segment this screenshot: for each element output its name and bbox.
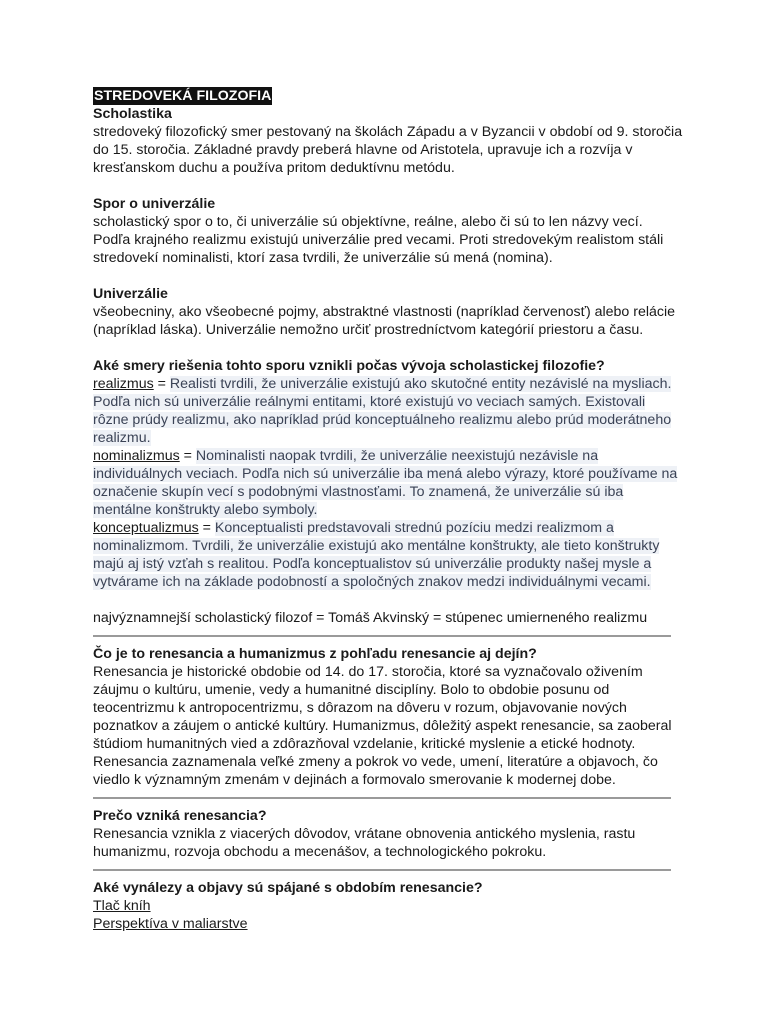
spacer	[93, 591, 683, 609]
section-body-spor: scholastický spor o to, či univerzálie sú objektívne, reálne, alebo či sú to len názvy vecí. Podľa krajného realizmu existujú univerzálie pred vecami. Proti stredovekým realistom stáli stredovekí nominalisti, ktorí zasa tvrdili, že univerzálie sú mená (nomina).	[93, 214, 664, 266]
philosopher-line: najvýznamnejší scholastický filozof = Tomáš Akvinský = stúpenec umierneného realizmu	[93, 610, 648, 626]
list-item-perspektiva: Perspektíva v maliarstve	[93, 916, 248, 932]
section-body-renesancia: Renesancia je historické obdobie od 14. do 17. storočia, ktoré sa vyznačovalo oživením záujmu o kultúru, umenie, vedy a humanitné disciplíny. Bolo to obdobie posunu od teocentrizmu k antropocentrizmu, s dôrazom na dôveru v rozum, objavovanie nových poznatkov a záujem o antické kultúry. Humanizmus, dôležitý aspekt renesancie, sa zaoberal štúdiom humanitných vied a zdôrazňoval vzdelanie, kritické myslenie a etické hodnoty. Renesancia zaznamenala veľké zmeny a pokrok vo vede, umení, literatúre a objavoch, čo viedlo k významným zmenám v dejinách a formovalo smerovanie k modernej dobe.	[93, 664, 672, 788]
definition-nominalizmus	[93, 447, 683, 519]
section-heading-renesancia: Čo je to renesancia a humanizmus z pohľadu renesancie aj dejín?	[93, 646, 537, 662]
section-body-preco: Renesancia vznikla z viacerých dôvodov, vrátane obnovenia antického myslenia, rastu humanizmu, rozvoja obchodu a mecenášov, a technologického pokroku.	[93, 826, 636, 860]
spacer	[93, 177, 683, 195]
document-title: STREDOVEKÁ FILOZOFIA	[94, 88, 272, 104]
divider	[93, 635, 671, 637]
spacer	[93, 267, 683, 285]
section-heading-preco: Prečo vzniká renesancia?	[93, 808, 267, 824]
spacer	[93, 339, 683, 357]
section-body-scholastika: stredoveký filozofický smer pestovaný na školách Západu a v Byzancii v období od 9. storočia do 15. storočia. Základné pravdy preberá hlavne od Aristotela, upravuje ich a rozvíja v kresťanskom duchu a používa pritom deduktívnu metódu.	[93, 124, 683, 176]
definition-konceptualizmus	[93, 519, 683, 591]
definition-text-nominalizmus: Nominalisti naopak tvrdili, že univerzálie neexistujú nezávisle na individuálnych veciach. Podľa nich sú univerzálie iba mená alebo výrazy, ktoré používame na označenie skupín vecí s podobnými vlastnosťami. To znamená, že univerzálie sú iba mentálne konštrukty alebo symboly.	[93, 448, 678, 518]
section-heading-smery: Aké smery riešenia tohto sporu vznikli počas vývoja scholastickej filozofie?	[93, 358, 605, 374]
list-item-tlac-knih: Tlač kníh	[93, 898, 151, 914]
section-heading-vynalezy: Aké vynálezy a objavy sú spájané s obdobím renesancie?	[93, 880, 483, 896]
definition-realizmus	[93, 375, 683, 447]
divider	[93, 869, 671, 871]
term-konceptualizmus: konceptualizmus	[93, 520, 199, 536]
definition-text-konceptualizmus: Konceptualisti predstavovali strednú pozíciu medzi realizmom a nominalizmom. Tvrdili, že univerzálie existujú ako mentálne konštrukty, ale tieto konštrukty majú aj istý vzťah s realitou. Podľa konceptualistov sú univerzálie produkty našej mysle a vytvárame ich na základe podobností a spoločných znakov medzi individuálnymi vecami.	[93, 520, 660, 590]
section-heading-univerzalie: Univerzálie	[93, 286, 168, 302]
title-line	[93, 87, 683, 105]
term-nominalizmus: nominalizmus	[93, 448, 180, 464]
equals-sign: =	[153, 376, 170, 392]
section-heading-scholastika: Scholastika	[93, 106, 172, 122]
section-heading-spor: Spor o univerzálie	[93, 196, 216, 212]
definition-text-realizmus: Realisti tvrdili, že univerzálie existujú ako skutočné entity nezávislé na mysliach. Podľa nich sú univerzálie reálnymi entitami, ktoré existujú vo veciach samých. Existovali rôzne prúdy realizmu, ako napríklad prúd konceptuálneho realizmu alebo prúd moderátneho realizmu.	[93, 376, 672, 446]
term-realizmus: realizmus	[93, 376, 154, 392]
document-content	[93, 87, 683, 933]
divider	[93, 797, 671, 799]
smery-definitions	[93, 375, 683, 591]
equals-sign: =	[179, 448, 196, 464]
equals-sign: =	[198, 520, 215, 536]
section-body-univerzalie: všeobecniny, ako všeobecné pojmy, abstraktné vlastnosti (napríklad červenosť) alebo relácie (napríklad láska). Univerzálie nemožno určiť prostredníctvom kategórií priestoru a času.	[93, 304, 676, 338]
